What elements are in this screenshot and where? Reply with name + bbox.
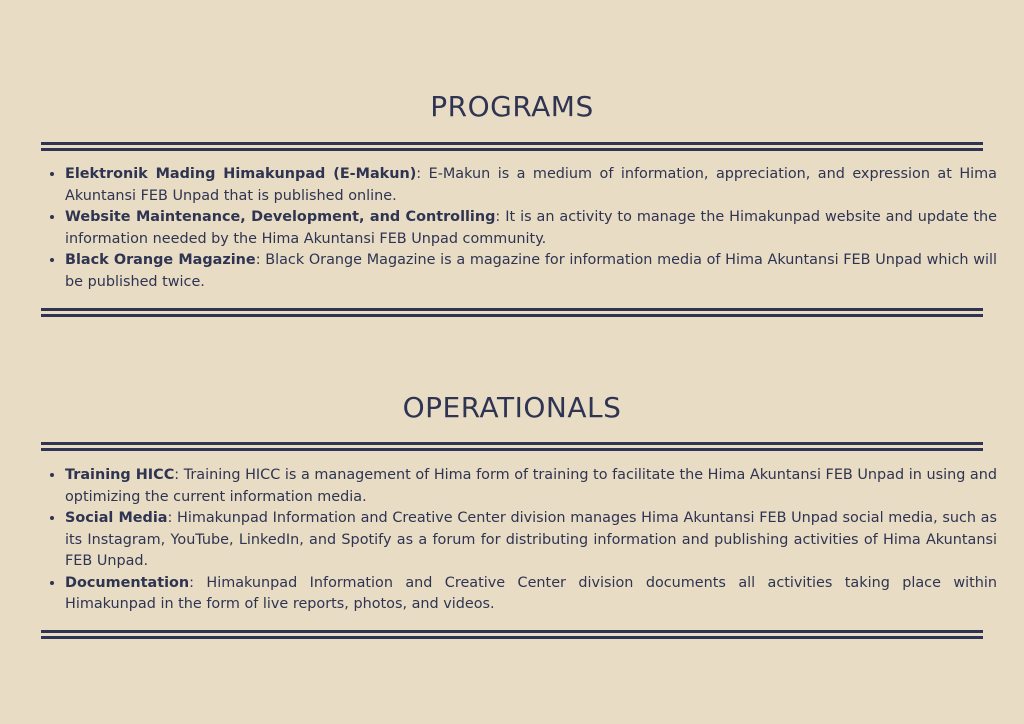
rule-line	[41, 308, 983, 311]
item-description: : Black Orange Magazine is a magazine for information media of Hima Akuntansi FEB Unpad which will be published twice.	[65, 252, 998, 290]
item-description: : Himakunpad Information and Creative Center division documents all activities taking place within Himakunpad in the form of live reports, photos, and videos.	[65, 574, 997, 612]
rule-line	[41, 442, 983, 445]
programs-bottom-rule	[41, 308, 983, 316]
item-title: Website Maintenance, Development, and Controlling	[65, 209, 496, 225]
list-item	[65, 207, 997, 250]
rule-line	[41, 630, 983, 633]
operationals-top-rule	[41, 442, 983, 450]
list-item	[65, 508, 997, 573]
item-title: Training HICC	[65, 467, 175, 483]
operationals-title: OPERATIONALS	[402, 391, 622, 424]
list-item	[65, 465, 997, 508]
programs-top-rule	[41, 142, 983, 150]
rule-line	[41, 142, 983, 145]
rule-line	[41, 448, 983, 451]
item-title: Documentation	[65, 574, 190, 591]
item-title: Black Orange Magazine	[65, 252, 256, 268]
rule-line	[41, 636, 983, 639]
item-title: Social Media	[65, 510, 168, 526]
item-description: : It is an activity to manage the Himakunpad website and update the information needed by the Hima Akuntansi FEB Unpad community.	[65, 209, 997, 247]
item-title: Elektronik Mading Himakunpad (E-Makun)	[65, 166, 417, 182]
list-item	[65, 164, 997, 207]
operationals-list	[41, 465, 997, 616]
programs-list	[41, 164, 997, 293]
item-description: : Training HICC is a management of Hima form of training to facilitate the Hima Akuntansi FEB Unpad in using and optimizing the current information media.	[65, 467, 998, 505]
item-description: : Himakunpad Information and Creative Center division manages Hima Akuntansi FEB Unpad social media, such as its Instagram, YouTube, LinkedIn, and Spotify as a forum for distributing information and publishing activities of Hima Akuntansi FEB Unpad.	[65, 510, 997, 569]
programs-title: PROGRAMS	[430, 90, 594, 123]
rule-line	[41, 148, 983, 151]
operationals-bottom-rule	[41, 630, 983, 638]
rule-line	[41, 314, 983, 317]
list-item	[65, 573, 997, 616]
list-item	[65, 250, 997, 293]
item-description: : E-Makun is a medium of information, appreciation, and expression at Hima Akuntansi FEB Unpad that is published online.	[65, 166, 997, 204]
